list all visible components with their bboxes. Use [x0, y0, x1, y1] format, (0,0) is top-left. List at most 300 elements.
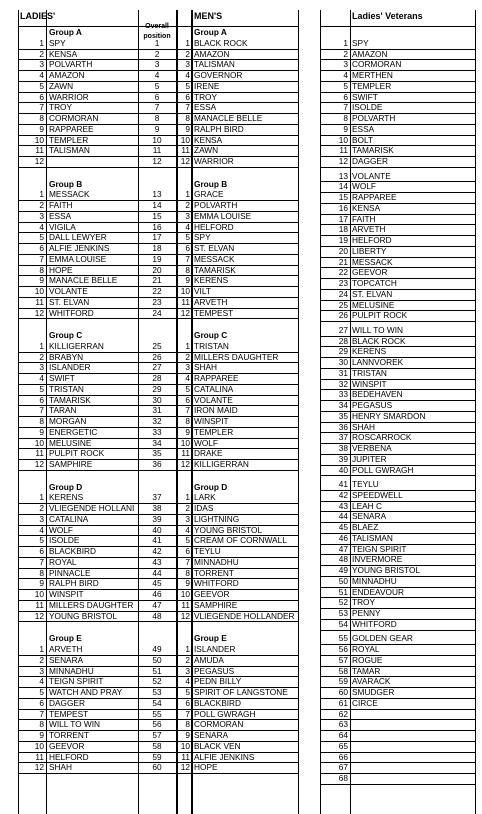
mens-pos: 6: [185, 394, 190, 405]
veteran-boat: VOLANTE: [352, 170, 391, 181]
header-rule: [320, 26, 475, 27]
ladies-boat: EMMA LOUISE: [49, 253, 107, 264]
overall-pos: 8: [154, 113, 160, 123]
veteran-boat: [352, 741, 474, 752]
veteran-boat: [352, 752, 474, 763]
veteran-boat: ENDEAVOUR: [352, 586, 404, 597]
mens-boat: IRENE: [194, 80, 220, 91]
ladies-pos: 7: [39, 708, 44, 719]
row-rule: [320, 630, 475, 631]
ladies-pos: 3: [39, 665, 44, 676]
veteran-pos: 4: [343, 70, 348, 80]
mens-pos: 9: [185, 123, 190, 134]
ladies-boat: PINNACLE: [49, 567, 91, 578]
ladies-pos: 3: [39, 513, 44, 524]
overall-pos: 44: [152, 567, 162, 578]
ladies-boat: DALL LEWYER: [49, 232, 107, 243]
mens-boat: MESSACK: [194, 253, 235, 264]
overall-pos: 17: [152, 232, 162, 243]
overall-pos: 15: [152, 210, 162, 221]
veteran-pos: 10: [338, 134, 348, 145]
veteran-pos: 46: [338, 532, 348, 543]
mens-boat: MANACLE BELLE: [194, 113, 263, 123]
mens-pos: 7: [185, 708, 190, 719]
mens-pos: 5: [185, 687, 190, 698]
overall-pos: 58: [152, 740, 162, 751]
ladies-pos: 3: [39, 59, 44, 70]
veteran-boat: BLAEZ: [352, 522, 379, 533]
ladies-group-title: Group E: [49, 633, 82, 644]
overall-pos: 50: [152, 654, 162, 665]
mens-pos: 6: [185, 546, 190, 557]
overall-pos: 57: [152, 730, 162, 741]
veteran-boat: PENNY: [352, 608, 381, 619]
veteran-pos: 62: [338, 708, 348, 719]
veteran-pos: 48: [338, 554, 348, 565]
ladies-pos: 1: [39, 37, 44, 48]
ladies-boat: WATCH AND PRAY: [49, 687, 123, 698]
mens-group-title: Group D: [194, 481, 228, 492]
veteran-pos: 53: [338, 608, 348, 619]
veterans-header: Ladies' Veterans: [352, 11, 423, 21]
overall-pos: 4: [154, 70, 160, 80]
veteran-pos: 32: [338, 378, 348, 389]
mens-boat: BLACK VEN: [194, 740, 241, 751]
ladies-group-title: Group A: [49, 27, 82, 37]
veteran-boat: SMUDGER: [352, 687, 395, 698]
ladies-pos: 9: [39, 730, 44, 741]
ladies-pos: 5: [39, 535, 44, 546]
row-rule: [320, 784, 475, 785]
ladies-pos: 5: [39, 383, 44, 394]
mens-boat: WOLF: [194, 437, 218, 448]
mens-boat: BLACKBIRD: [194, 697, 242, 708]
ladies-boat: SPY: [49, 37, 66, 48]
ladies-pos: 4: [39, 373, 44, 384]
overall-pos: 53: [152, 687, 162, 698]
ladies-boat: MILLERS DAUGHTER: [49, 599, 134, 610]
mens-pos: 11: [181, 448, 190, 459]
ladies-boat: WARRIOR: [49, 91, 89, 102]
veteran-pos: 13: [338, 170, 348, 181]
mens-pos: 10: [180, 286, 190, 297]
veteran-pos: 11: [339, 145, 348, 156]
veteran-boat: LEAH C: [352, 500, 382, 511]
veteran-boat: ST. ELVAN: [352, 288, 393, 299]
veteran-boat: HELFORD: [352, 235, 392, 245]
row-rule: [176, 318, 298, 319]
veteran-pos: 7: [343, 102, 348, 113]
ladies-pos: 10: [34, 740, 44, 751]
mens-pos: 11: [181, 296, 190, 307]
mens-boat: VLIEGENDE HOLLANDER: [194, 610, 295, 621]
veteran-boat: TEIGN SPIRIT: [352, 543, 407, 554]
overall-pos: 49: [152, 644, 162, 655]
veteran-boat: [352, 709, 474, 720]
mens-boat: RALPH BIRD: [194, 123, 244, 134]
mens-pos: 8: [185, 264, 190, 275]
veteran-boat: MELUSINE: [352, 299, 395, 310]
mens-boat: ESSA: [194, 102, 217, 113]
overall-pos: 45: [152, 578, 162, 589]
row-rule: [320, 167, 475, 168]
ladies-pos: 7: [39, 102, 44, 113]
overall-pos: 23: [152, 296, 162, 307]
overall-pos: 31: [152, 405, 162, 416]
mens-boat: AMAZON: [194, 48, 230, 59]
mens-pos: 1: [185, 644, 190, 655]
mens-pos: 4: [185, 676, 190, 687]
veteran-pos: 22: [338, 267, 348, 278]
mens-boat: SHAH: [194, 362, 218, 373]
veteran-boat: TALISMAN: [352, 532, 393, 543]
mens-pos: 12: [180, 610, 190, 621]
column-rule: [475, 10, 476, 814]
ladies-pos: 8: [39, 567, 44, 578]
mens-pos: 1: [185, 492, 190, 503]
mens-boat: CATALINA: [194, 383, 234, 394]
mens-pos: 1: [185, 189, 190, 200]
ladies-boat: TEMPEST: [49, 708, 89, 719]
veteran-pos: 43: [338, 500, 348, 511]
veteran-boat: ROGUE: [352, 654, 383, 665]
ladies-boat: ARVETH: [49, 644, 83, 655]
mens-boat: ISLANDER: [194, 644, 236, 655]
veteran-boat: AVARACK: [352, 676, 391, 687]
mens-boat: PEDN BILLY: [194, 676, 242, 687]
ladies-boat: YOUNG BRISTOL: [49, 610, 118, 621]
mens-boat: WINSPIT: [194, 416, 229, 427]
veteran-pos: 39: [338, 453, 348, 464]
veteran-boat: ROSCARROCK: [352, 432, 412, 443]
veteran-pos: 26: [338, 310, 348, 321]
mens-pos: 4: [185, 373, 190, 384]
ladies-boat: SAMPHIRE: [49, 459, 93, 470]
ladies-header: LADIES': [20, 11, 56, 21]
ladies-boat: ISLANDER: [49, 362, 91, 373]
veteran-pos: 34: [338, 400, 348, 411]
ladies-boat: ST. ELVAN: [49, 296, 90, 307]
overall-pos: 1: [154, 37, 160, 48]
ladies-boat: BRABYN: [49, 351, 84, 362]
mens-pos: 6: [185, 243, 190, 254]
ladies-pos: 4: [39, 221, 44, 232]
mens-boat: TEMPLER: [194, 426, 234, 437]
veteran-boat: CIRCE: [352, 697, 378, 708]
ladies-pos: 10: [34, 134, 44, 145]
overall-pos: 11: [152, 145, 162, 156]
row-rule: [320, 475, 475, 476]
ladies-boat: SWIFT: [49, 373, 75, 384]
mens-pos: 10: [180, 740, 190, 751]
veteran-boat: ROYAL: [352, 644, 380, 655]
mens-boat: CREAM OF CORNWALL: [194, 535, 287, 546]
row-rule: [176, 621, 298, 622]
ladies-boat: DAGGER: [49, 697, 85, 708]
overall-pos: 46: [152, 589, 162, 600]
overall-pos: 60: [152, 762, 162, 773]
overall-pos: 38: [152, 503, 162, 514]
veteran-pos: 50: [338, 575, 348, 586]
ladies-boat: TORRENT: [49, 730, 89, 741]
row-rule: [18, 318, 176, 319]
overall-pos: 2: [154, 48, 160, 59]
ladies-group-title: Group B: [49, 178, 83, 189]
ladies-boat: TRISTAN: [49, 383, 84, 394]
mens-boat: TEYLU: [194, 546, 221, 557]
veteran-boat: ISOLDE: [352, 102, 383, 113]
veteran-pos: 9: [343, 123, 348, 134]
ladies-pos: 1: [39, 340, 44, 351]
mens-boat: DRAKE: [194, 448, 223, 459]
mens-pos: 6: [185, 697, 190, 708]
ladies-pos: 11: [35, 296, 44, 307]
ladies-boat: TARAN: [49, 405, 77, 416]
overall-pos: 43: [152, 556, 162, 567]
veteran-boat: POLVARTH: [352, 113, 396, 123]
mens-boat: KENSA: [194, 134, 223, 145]
mens-boat: PEGASUS: [194, 665, 235, 676]
veteran-pos: 42: [338, 489, 348, 500]
mens-boat: YOUNG BRISTOL: [194, 524, 263, 535]
ladies-pos: 5: [39, 687, 44, 698]
ladies-pos: 6: [39, 91, 44, 102]
veteran-pos: 67: [338, 762, 348, 773]
overall-pos: 20: [152, 264, 162, 275]
mens-pos: 1: [185, 37, 190, 48]
mens-boat: POLL GWRAGH: [194, 708, 256, 719]
veteran-pos: 63: [338, 719, 348, 730]
ladies-pos: 10: [34, 437, 44, 448]
ladies-boat: ISOLDE: [49, 535, 80, 546]
mens-pos: 5: [185, 535, 190, 546]
mens-boat: TALISMAN: [194, 59, 235, 70]
veteran-pos: 5: [343, 80, 348, 91]
mens-header: MEN'S: [194, 11, 223, 21]
mens-pos: 3: [185, 513, 190, 524]
veteran-boat: SENARA: [352, 511, 387, 522]
veteran-pos: 38: [338, 443, 348, 454]
veteran-boat: BEDEHAVEN: [352, 389, 403, 400]
mens-pos: 8: [185, 719, 190, 730]
mens-pos: 2: [185, 654, 190, 665]
veteran-pos: 37: [338, 432, 348, 443]
overall-pos: 9: [154, 123, 160, 134]
veteran-pos: 41: [338, 479, 348, 490]
ladies-pos: 7: [39, 405, 44, 416]
row-rule: [176, 470, 298, 471]
mens-pos: 4: [185, 70, 190, 80]
mens-pos: 4: [185, 524, 190, 535]
veteran-boat: SWIFT: [352, 91, 378, 102]
veteran-boat: GEEVOR: [352, 267, 388, 278]
mens-boat: SPY: [194, 232, 211, 243]
overall-pos: 5: [154, 80, 160, 91]
veteran-boat: LANNVOREK: [352, 357, 404, 368]
column-rule: [350, 10, 351, 814]
ladies-boat: WINSPIT: [49, 589, 84, 600]
veteran-pos: 47: [338, 543, 348, 554]
veteran-pos: 14: [338, 181, 348, 192]
ladies-boat: WOLF: [49, 524, 73, 535]
veteran-pos: 17: [338, 213, 348, 224]
veteran-boat: SHAH: [352, 421, 376, 432]
mens-boat: TRISTAN: [194, 340, 229, 351]
ladies-boat: TALISMAN: [49, 145, 90, 156]
ladies-boat: ALFIE JENKINS: [49, 243, 110, 254]
ladies-pos: 12: [34, 156, 44, 166]
ladies-pos: 2: [39, 654, 44, 665]
ladies-boat: HELFORD: [49, 751, 89, 762]
veteran-boat: INVERMORE: [352, 554, 403, 565]
ladies-pos: 5: [39, 232, 44, 243]
ladies-boat: ROYAL: [49, 556, 77, 567]
mens-pos: 12: [180, 459, 190, 470]
overall-pos: 39: [152, 513, 162, 524]
mens-pos: 11: [181, 145, 190, 156]
veteran-boat: HENRY SMARDON: [352, 410, 426, 421]
veteran-boat: ARVETH: [352, 224, 386, 235]
veteran-boat: WINSPIT: [352, 378, 387, 389]
mens-pos: 8: [185, 113, 190, 123]
ladies-group-title: Group C: [49, 330, 83, 341]
mens-group-title: Group E: [194, 633, 227, 644]
mens-boat: GOVERNOR: [194, 70, 243, 80]
mens-group-title: Group C: [194, 330, 228, 341]
ladies-pos: 9: [39, 578, 44, 589]
overall-pos: 26: [152, 351, 162, 362]
veteran-pos: 6: [343, 91, 348, 102]
overall-pos: 32: [152, 416, 162, 427]
veteran-boat: TROY: [352, 597, 376, 608]
veteran-pos: 15: [338, 192, 348, 202]
veteran-pos: 18: [338, 224, 348, 235]
mens-pos: 5: [185, 383, 190, 394]
veteran-pos: 55: [338, 633, 348, 644]
veteran-pos: 20: [338, 245, 348, 256]
ladies-boat: GEEVOR: [49, 740, 85, 751]
veteran-boat: PEGASUS: [352, 400, 393, 411]
veteran-boat: MESSACK: [352, 256, 393, 267]
mens-boat: BLACK ROCK: [194, 37, 248, 48]
veteran-pos: 51: [338, 586, 348, 597]
mens-pos: 11: [181, 751, 190, 762]
veteran-boat: [352, 719, 474, 730]
mens-pos: 10: [180, 134, 190, 145]
mens-pos: 8: [185, 567, 190, 578]
mens-boat: POLVARTH: [194, 200, 238, 211]
veteran-pos: 54: [338, 618, 348, 629]
overall-pos: 22: [152, 286, 162, 297]
veteran-pos: 61: [338, 697, 348, 708]
veteran-boat: WHITFORD: [352, 618, 397, 629]
ladies-pos: 12: [34, 307, 44, 318]
mens-boat: IRON MAID: [194, 405, 238, 416]
veteran-pos: 24: [338, 288, 348, 299]
mens-pos: 3: [185, 362, 190, 373]
ladies-pos: 7: [39, 556, 44, 567]
ladies-pos: 12: [34, 762, 44, 773]
mens-pos: 2: [185, 351, 190, 362]
overall-pos: 16: [152, 221, 162, 232]
mens-pos: 8: [185, 416, 190, 427]
mens-pos: 7: [185, 556, 190, 567]
mens-boat: WARRIOR: [194, 156, 234, 166]
ladies-pos: 1: [39, 644, 44, 655]
ladies-boat: MESSACK: [49, 189, 90, 200]
overall-pos: 28: [152, 373, 162, 384]
overall-pos: 24: [152, 307, 162, 318]
veteran-boat: TAMARISK: [352, 145, 394, 156]
veteran-boat: ESSA: [352, 123, 375, 134]
row-rule: [18, 621, 176, 622]
mens-pos: 12: [180, 307, 190, 318]
ladies-boat: RAPPAREE: [49, 123, 94, 134]
veteran-pos: 3: [343, 59, 348, 70]
ladies-pos: 6: [39, 546, 44, 557]
veteran-pos: 2: [343, 48, 348, 59]
overall-position-header: Overall position: [143, 23, 171, 40]
ladies-boat: TROY: [49, 102, 73, 113]
ladies-pos: 1: [39, 189, 44, 200]
ladies-pos: 2: [39, 351, 44, 362]
ladies-pos: 10: [34, 589, 44, 600]
veteran-pos: 66: [338, 751, 348, 762]
veteran-boat: BOLT: [352, 134, 374, 145]
overall-pos: 25: [152, 340, 162, 351]
overall-pos: 41: [152, 535, 162, 546]
mens-boat: VOLANTE: [194, 394, 233, 405]
row-rule: [18, 470, 176, 471]
overall-pos: 18: [152, 243, 162, 254]
results-sheet: [18, 10, 478, 814]
mens-pos: 2: [185, 200, 190, 211]
mens-boat: LIGHTNING: [194, 513, 240, 524]
ladies-boat: VLIEGENDE HOLLANI: [49, 503, 135, 514]
mens-boat: ARVETH: [194, 296, 228, 307]
mens-pos: 9: [185, 426, 190, 437]
ladies-pos: 10: [34, 286, 44, 297]
overall-pos: 33: [152, 426, 162, 437]
ladies-boat: MANACLE BELLE: [49, 275, 118, 286]
veteran-boat: SPEEDWELL: [352, 489, 403, 500]
ladies-pos: 9: [39, 123, 44, 134]
veteran-pos: 8: [343, 113, 348, 123]
veteran-pos: 60: [338, 687, 348, 698]
mens-boat: HOPE: [194, 762, 218, 773]
ladies-pos: 11: [35, 751, 44, 762]
mens-boat: CORMORAN: [194, 719, 244, 730]
overall-pos: 48: [152, 610, 162, 621]
mens-boat: GEEVOR: [194, 589, 230, 600]
ladies-boat: VIGILA: [49, 221, 76, 232]
mens-pos: 12: [180, 762, 190, 773]
ladies-pos: 9: [39, 275, 44, 286]
veteran-boat: KERENS: [352, 346, 387, 357]
ladies-pos: 2: [39, 200, 44, 211]
ladies-boat: ZAWN: [49, 80, 74, 91]
mens-boat: SPIRIT OF LANGSTONE: [194, 687, 288, 698]
ladies-pos: 11: [35, 599, 44, 610]
ladies-boat: KERENS: [49, 492, 84, 503]
mens-boat: KERENS: [194, 275, 229, 286]
veteran-pos: 58: [338, 665, 348, 676]
ladies-pos: 8: [39, 264, 44, 275]
mens-pos: 3: [185, 210, 190, 221]
ladies-boat: AMAZON: [49, 70, 85, 80]
veteran-boat: MERTHEN: [352, 70, 393, 80]
veteran-pos: 64: [338, 730, 348, 741]
